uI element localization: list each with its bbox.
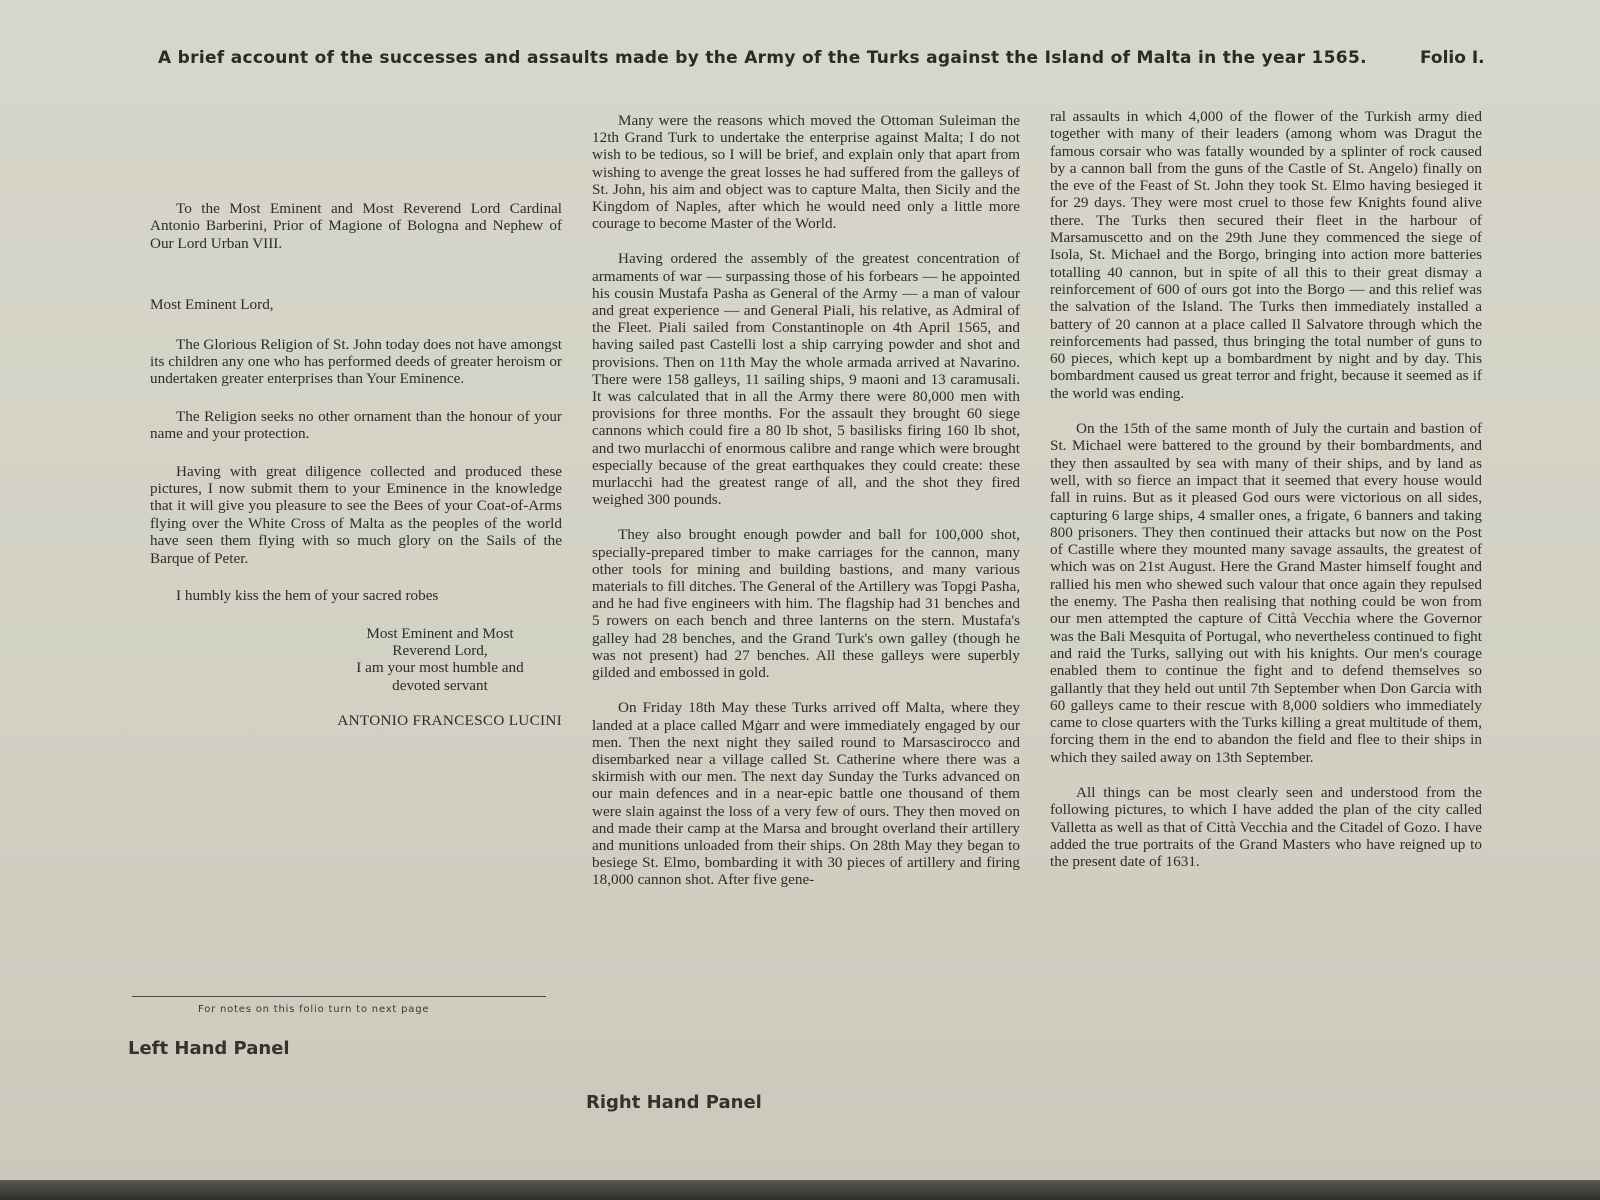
paragraph: The Religion seeks no other ornament than the honour of your name and your protection. bbox=[150, 407, 562, 443]
right-column bbox=[1050, 108, 1482, 888]
closing-line: devoted servant bbox=[392, 676, 488, 694]
salutation: Most Eminent Lord, bbox=[150, 296, 274, 314]
paragraph: Many were the reasons which moved the Ottoman Suleiman the 12th Grand Turk to undertake the enterprise against Malta; I do not wish to be tedious, so I will be brief, and explain only that apart from wishing to avenge the great losses he had suffered from the galleys of St. John, his aim and object was to capture Malta, then Sicily and the Kingdom of Naples, after which he would need only a little more courage to become Master of the World. bbox=[592, 112, 1020, 233]
footnote: For notes on this folio turn to next page bbox=[198, 1004, 430, 1015]
paragraph: ral assaults in which 4,000 of the flower of the Turkish army died together with many of their leaders (among whom was Dragut the famous corsair who was fatally wounded by a splinter of rock caused by a cannon ball from the guns of the Castle of St. Angelo) finally on the eve of the Feast of St. John they took St. Elmo having besieged it for 29 days. They were most cruel to those few Knights found alive there. The Turks then secured their fleet in the harbour of Marsamuscetto and on the 29th June they commenced the siege of Isola, St. Michael and the Borgo, bringing into action more batteries totalling 40 cannon, but in spite of all this to their great dismay a reinforcement of 600 of ours got into the Borgo — and this relief was the salvation of the Island. The Turks then immediately installed a battery of 20 cannon at a place called Il Salvatore through which the reinforcements had passed, thus bringing the total number of guns to 60 pieces, which kept up a bombardment by night and by day. This bombardment caused us great terror and fright, because it seemed as if the world was ending. bbox=[1050, 108, 1482, 402]
closing-line: I am your most humble and bbox=[356, 659, 524, 677]
footnote-divider bbox=[132, 996, 546, 997]
paragraph: Having with great diligence collected and produced these pictures, I now submit them to your Eminence in the knowledge that it will give you pleasure to see the Bees of your Coat-of-Arms flying over the White Cross of Malta as the peoples of the world have seen them flying with so much glory on the Sails of the Barque of Peter. bbox=[150, 462, 562, 567]
paragraph: On the 15th of the same month of July the curtain and bastion of St. Michael were battered to the ground by their bombardments, and they then assaulted by sea with many of their ships, and by land as well, with so fierce an impact that it seemed that every house would fall in ruins. But as it pleased God ours were victorious on all sides, capturing 6 large ships, 4 smaller ones, a frigate, 6 banners and taking 800 prisoners. They then continued their attacks but now on the Post of Castille where they mounted many savage assaults, the greatest of which was on 21st August. Here the Grand Master himself fought and rallied his men who shewed such valour that once again they repulsed the enemy. The Pasha then realising that nothing could be won from our men attempted the capture of Città Vecchia where the Governor was the Bali Mesquita of Portugal, who nevertheless continued to fight and raid the Turks, sallying out with his knights. Our men's courage enabled them to continue the fight and to defend themselves so gallantly that they held out until 7th September when Don Garcia with 60 galleys came to their rescue with 8,000 soldiers who immediately came to close quarters with the Turks killing a great multitude of them, forcing them in the end to abandon the field and flee to their ships in which they sailed away on 13th September. bbox=[1050, 420, 1482, 766]
paragraph: On Friday 18th May these Turks arrived off Malta, where they landed at a place called Mġarr and were immediately engaged by our men. Then the next night they sailed round to Marsascirocco and disembarked near a village called St. Catherine where there was a skirmish with our men. The next day Sunday the Turks advanced on our main defences and in a near-epic battle one thousand of them were slain against the loss of a very few of ours. They then moved on and made their camp at the Marsa and brought overland their artillery and munitions unloaded from their ships. On 28th May they began to besiege St. Elmo, bombarding it with 30 pieces of artillery and firing 18,000 cannon shot. After five gene- bbox=[592, 699, 1020, 889]
paragraph: The Glorious Religion of St. John today does not have amongst its children any one who has performed deeds of greater heroism or undertaken greater enterprises than Your Eminence. bbox=[150, 335, 562, 388]
folio-number: Folio I. bbox=[1420, 48, 1485, 68]
paragraph: All things can be most clearly seen and understood from the following pictures, to which I have added the plan of the city called Valletta as well as that of Città Vecchia and the Citadel of Gozo. I have added the true portraits of the Grand Masters who have reigned up to the present date of 1631. bbox=[1050, 783, 1482, 871]
signature: ANTONIO FRANCESCO LUCINI bbox=[337, 712, 562, 730]
paragraph: Having ordered the assembly of the greatest concentration of armaments of war — surpassing those of his forbears — he appointed his cousin Mustafa Pasha as General of the Army — a man of valour and great experience — and General Piali, his relative, as Admiral of the Fleet. Piali sailed from Constantinople on 4th April 1565, and having sailed past Castelli lost a ship carrying powder and shot and provisions. Then on 11th May the whole armada arrived at Navarino. There were 158 galleys, 11 sailing ships, 9 maoni and 13 caramusali. It was calculated that in all the Army there were 80,000 men with provisions for three months. For the assault they brought 60 siege cannons which could fire a 80 lb shot, 5 basilisks firing 160 lb shot, and two murlacchi of enormous calibre and range which were brought especially because of the great earthquakes they could create: these murlacchi had the greatest range of all, and the shot they fired weighed 300 pounds. bbox=[592, 250, 1020, 509]
closing-block bbox=[320, 625, 560, 695]
left-column bbox=[150, 200, 562, 730]
closing-line: Most Eminent and Most bbox=[366, 624, 514, 642]
left-panel-label: Left Hand Panel bbox=[128, 1038, 290, 1059]
closing-line: Reverend Lord, bbox=[392, 641, 488, 659]
dedication: To the Most Eminent and Most Reverend Lord Cardinal Antonio Barberini, Prior of Magione of Bologna and Nephew of Our Lord Urban VIII. bbox=[150, 200, 562, 252]
middle-column bbox=[592, 112, 1020, 907]
right-panel-label: Right Hand Panel bbox=[586, 1092, 762, 1113]
table-surface bbox=[0, 1180, 1600, 1200]
page-title: A brief account of the successes and assaults made by the Army of the Turks against the Island of Malta in the year 1565. bbox=[158, 48, 1367, 68]
paragraph: They also brought enough powder and ball for 100,000 shot, specially-prepared timber to make carriages for the cannon, many other tools for mining and building bastions, and many various materials to fill ditches. The General of the Artillery was Topgi Pasha, and he had five engineers with him. The flagship had 31 benches and 5 rowers on each bench and three lanterns on the stern. Mustafa's galley had 28 benches, and the Grand Turk's own galley (though he was not present) had 27 benches. All these galleys were superbly gilded and embossed in gold. bbox=[592, 526, 1020, 682]
paragraph: I humbly kiss the hem of your sacred robes bbox=[176, 587, 439, 605]
